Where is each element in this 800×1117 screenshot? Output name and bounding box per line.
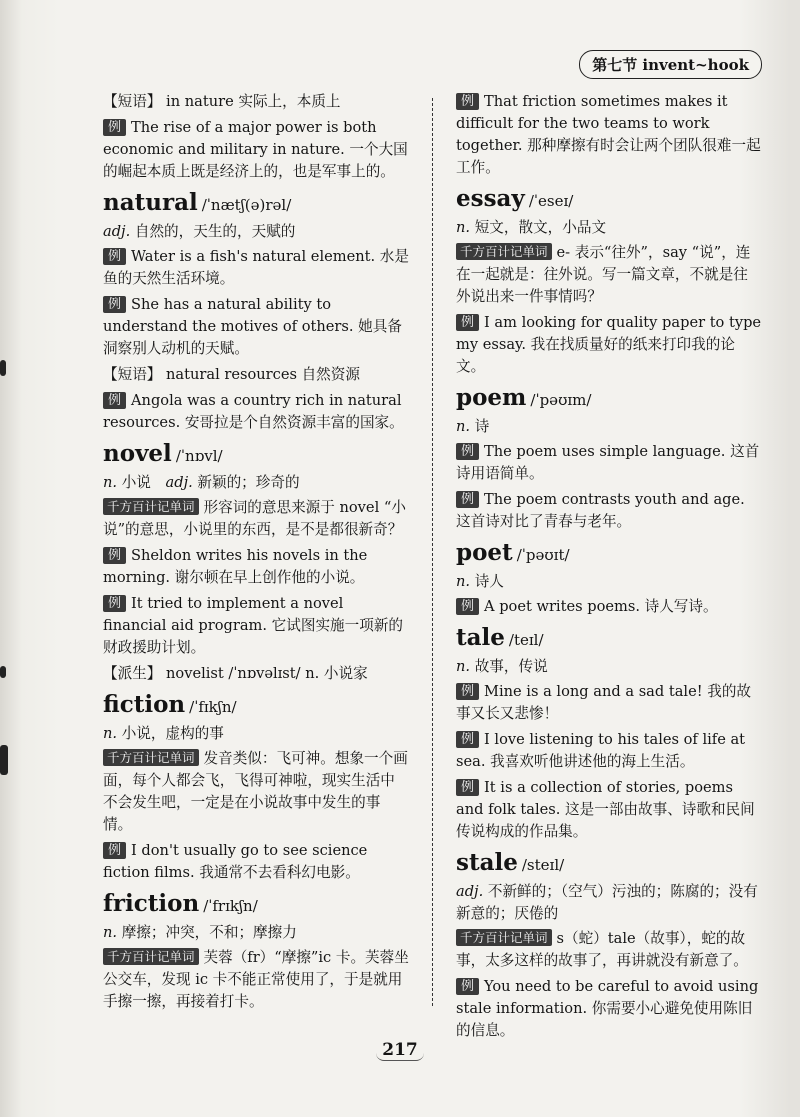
definition-text: 新颖的；珍奇的 <box>197 474 300 491</box>
example-badge: 例 <box>103 296 126 313</box>
definition <box>456 571 762 593</box>
example-badge: 例 <box>456 978 479 995</box>
phrase-text: in nature 实际上，本质上 <box>161 93 341 110</box>
memory-tip-badge: 千方百计记单词 <box>456 243 552 260</box>
phrase-tag: 【短语】 <box>103 366 162 383</box>
example-badge: 例 <box>456 731 479 748</box>
headword: poet <box>456 539 513 566</box>
example-badge: 例 <box>456 314 479 331</box>
example-text: Sheldon writes his novels in the morning. 谢尔顿在早上创作他的小说。 <box>103 547 368 586</box>
headword: fiction <box>103 691 186 718</box>
example-sentence <box>103 545 409 589</box>
definition <box>456 217 762 239</box>
example-badge: 例 <box>103 842 126 859</box>
right-column <box>456 88 762 1046</box>
binding-mark <box>0 745 8 775</box>
example-text: Mine is a long and a sad tale! 我的故事又长又悲惨！ <box>456 683 752 722</box>
example-badge: 例 <box>456 779 479 796</box>
headword: stale <box>456 849 518 876</box>
memory-tip-text: 芙蓉（fr）“摩擦”ic 卡。芙蓉坐公交车，发现 ic 卡不能正常使用了，于是就用手擦一擦，再接着打卡。 <box>103 949 409 1010</box>
headword: friction <box>103 890 200 917</box>
example-badge: 例 <box>103 595 126 612</box>
entry-headword-line <box>103 691 409 722</box>
example-sentence <box>456 976 762 1042</box>
memory-tip-text: s（蛇）tale（故事），蛇的故事，太多这样的故事了，再讲就没有新意了。 <box>456 930 748 969</box>
example-badge: 例 <box>103 119 126 136</box>
phonetic: /ˈnætʃ(ə)rəl/ <box>201 196 292 214</box>
headword: tale <box>456 624 505 651</box>
part-of-speech: adj. <box>103 223 135 240</box>
definition <box>103 221 409 243</box>
memory-tip-badge: 千方百计记单词 <box>456 929 552 946</box>
definition <box>456 416 762 438</box>
entry-headword-line <box>456 539 762 570</box>
entry-headword-line <box>456 849 762 880</box>
definition-text: 故事，传说 <box>474 658 548 675</box>
example-badge: 例 <box>456 598 479 615</box>
phonetic: /ˈfrɪkʃn/ <box>203 897 258 915</box>
phrase-tag: 【短语】 <box>103 93 162 110</box>
example-text: That friction sometimes makes it difficult for the two teams to work together. 那种摩擦有时会让两个团队很难一起工作。 <box>456 93 761 176</box>
example-sentence <box>103 390 409 434</box>
example-badge: 例 <box>456 683 479 700</box>
example-sentence <box>456 729 762 773</box>
example-sentence <box>103 246 409 290</box>
example-text: I don't usually go to see science fiction films. 我通常不去看科幻电影。 <box>103 842 368 881</box>
example-text: Water is a fish's natural element. 水是鱼的天然生活环境。 <box>103 248 409 287</box>
example-badge: 例 <box>456 93 479 110</box>
definition-text: 诗人 <box>474 573 504 590</box>
memory-tip <box>103 497 409 541</box>
memory-tip <box>103 748 409 836</box>
part-of-speech: adj. <box>456 883 488 900</box>
definition-text: 自然的，天生的，天赋的 <box>134 223 296 240</box>
memory-tip-text: e- 表示“往外”，say “说”，连在一起就是：往外说。写一篇文章，不就是往外说出来一件事情吗？ <box>456 244 751 305</box>
headword: novel <box>103 440 172 467</box>
example-text: A poet writes poems. 诗人写诗。 <box>484 598 718 615</box>
example-badge: 例 <box>456 443 479 460</box>
headword: essay <box>456 185 525 212</box>
part-of-speech: n. <box>456 219 475 236</box>
phrase-text: novelist /ˈnɒvəlɪst/ n. 小说家 <box>161 665 368 682</box>
definition-text: 不新鲜的；（空气）污浊的；陈腐的；没有新意的；厌倦的 <box>456 883 758 922</box>
part-of-speech: n. <box>103 924 122 941</box>
phonetic: /ˈpəʊɪm/ <box>530 391 592 409</box>
example-badge: 例 <box>103 392 126 409</box>
example-text: Angola was a country rich in natural resources. 安哥拉是个自然资源丰富的国家。 <box>103 392 404 431</box>
example-text: She has a natural ability to understand the motives of others. 她具备洞察别人动机的天赋。 <box>103 296 402 357</box>
definition <box>103 472 409 494</box>
example-sentence <box>103 294 409 360</box>
part-of-speech: n. <box>456 418 475 435</box>
example-sentence <box>103 117 409 183</box>
example-sentence <box>456 441 762 485</box>
example-sentence <box>456 777 762 843</box>
headword: poem <box>456 384 527 411</box>
phrase-line <box>103 364 409 386</box>
definition-text: 摩擦；冲突，不和；摩擦力 <box>121 924 297 941</box>
phrase-tag: 【派生】 <box>103 665 162 682</box>
binding-mark <box>0 360 6 376</box>
phonetic: /ˈfɪkʃn/ <box>189 698 237 716</box>
column-divider <box>432 98 433 1006</box>
left-column <box>103 88 409 1017</box>
memory-tip-text: 发音类似：飞可神。想象一个画面，每个人都会飞，飞得可神啦，现实生活中不会发生吧，一定是在小说故事中发生的事情。 <box>103 750 408 833</box>
phrase-text: natural resources 自然资源 <box>161 366 360 383</box>
example-text: The poem contrasts youth and age. 这首诗对比了青春与老年。 <box>456 491 745 530</box>
part-of-speech: n. <box>103 474 122 491</box>
definition <box>456 656 762 678</box>
example-sentence <box>103 593 409 659</box>
phonetic: /ˈpəʊɪt/ <box>516 546 570 564</box>
entry-headword-line <box>103 890 409 921</box>
definition-text: 小说 <box>121 474 151 491</box>
example-text: You need to be careful to avoid using stale information. 你需要小心避免使用陈旧的信息。 <box>456 978 759 1039</box>
part-of-speech: adj. <box>160 474 198 491</box>
definition <box>456 881 762 925</box>
example-text: I love listening to his tales of life at sea. 我喜欢听他讲述他的海上生活。 <box>456 731 746 770</box>
headword: natural <box>103 189 198 216</box>
entry-headword-line <box>103 189 409 220</box>
phonetic: /steɪl/ <box>521 856 565 874</box>
phrase-line <box>103 91 409 113</box>
part-of-speech: n. <box>456 658 475 675</box>
example-text: The poem uses simple language. 这首诗用语简单。 <box>456 443 760 482</box>
definition <box>103 922 409 944</box>
memory-tip-badge: 千方百计记单词 <box>103 749 199 766</box>
example-sentence <box>103 840 409 884</box>
definition <box>103 723 409 745</box>
memory-tip-badge: 千方百计记单词 <box>103 948 199 965</box>
example-badge: 例 <box>103 248 126 265</box>
example-badge: 例 <box>456 491 479 508</box>
memory-tip-text: 形容词的意思来源于 novel “小说”的意思，小说里的东西，是不是都很新奇？ <box>103 499 406 538</box>
example-sentence <box>456 312 762 378</box>
entry-headword-line <box>456 384 762 415</box>
binding-mark <box>0 666 6 678</box>
example-text: The rise of a major power is both economic and military in nature. 一个大国的崛起本质上既是经济上的，也是军事上的。 <box>103 119 408 180</box>
example-sentence <box>456 681 762 725</box>
definition-text: 小说，虚构的事 <box>121 725 224 742</box>
section-header: 第七节 invent~hook <box>579 50 762 79</box>
example-sentence <box>456 596 762 618</box>
definition-text: 诗 <box>474 418 490 435</box>
entry-headword-line <box>103 440 409 471</box>
memory-tip <box>103 947 409 1013</box>
entry-headword-line <box>456 185 762 216</box>
example-text: It is a collection of stories, poems and folk tales. 这是一部由故事、诗歌和民间传说构成的作品集。 <box>456 779 755 840</box>
memory-tip <box>456 242 762 308</box>
phonetic: /ˈeseɪ/ <box>528 192 574 210</box>
example-badge: 例 <box>103 547 126 564</box>
phonetic: /ˈnɒvl/ <box>175 447 223 465</box>
part-of-speech: n. <box>103 725 122 742</box>
memory-tip-badge: 千方百计记单词 <box>103 498 199 515</box>
phonetic: /teɪl/ <box>508 631 544 649</box>
example-text: I am looking for quality paper to type my essay. 我在找质量好的纸来打印我的论文。 <box>456 314 762 375</box>
example-sentence <box>456 489 762 533</box>
phrase-line <box>103 663 409 685</box>
page-number-text: 217 <box>376 1040 424 1061</box>
part-of-speech: n. <box>456 573 475 590</box>
example-sentence <box>456 91 762 179</box>
entry-headword-line <box>456 624 762 655</box>
memory-tip <box>456 928 762 972</box>
definition-text: 短文，散文，小品文 <box>474 219 607 236</box>
example-text: It tried to implement a novel financial aid program. 它试图实施一项新的财政援助计划。 <box>103 595 404 656</box>
page-number <box>0 1040 800 1061</box>
